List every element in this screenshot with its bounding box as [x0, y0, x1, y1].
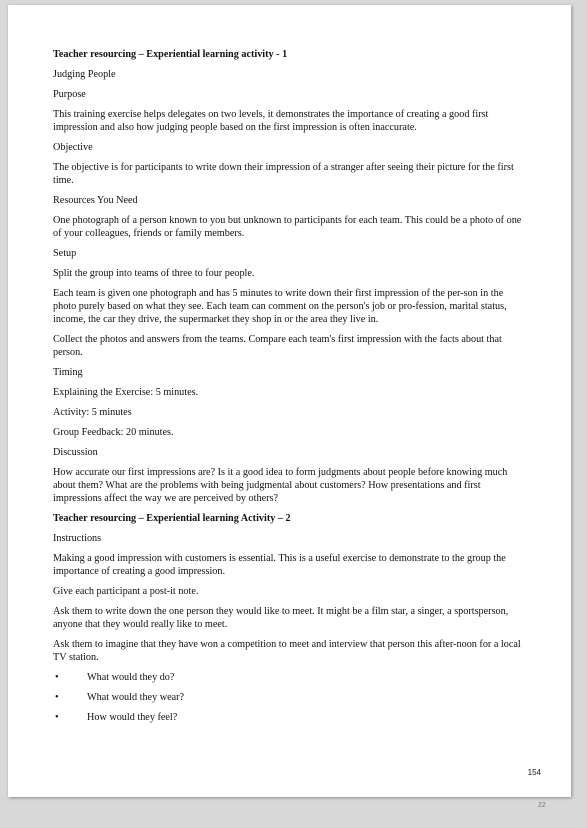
body-paragraph: Instructions — [53, 533, 102, 544]
body-paragraph: Judging People — [53, 69, 116, 80]
corner-page-mark: 22 — [538, 802, 546, 809]
page-content — [53, 48, 523, 731]
bullet-mark: • — [55, 712, 59, 723]
body-paragraph: This training exercise helps delegates on two levels, it demonstrates the importance of creating a good first impression and also how judging people based on the first impression is often inaccurate. — [53, 109, 489, 133]
body-paragraph: Each team is given one photograph and has 5 minutes to write down their first impression of the per-son in the photo purely based on what they see. Each team can comment on the person's job or pro-fession, marital status, income, the car they drive, the supermarket they shop in or the area they live in. — [53, 288, 507, 325]
body-paragraph: Discussion — [53, 447, 98, 458]
body-paragraph: The objective is for participants to write down their impression of a stranger after seeing their picture for the first time. — [53, 162, 514, 186]
bullet-text: What would they wear? — [87, 692, 185, 703]
body-paragraph: Objective — [53, 142, 93, 153]
body-paragraph: Collect the photos and answers from the teams. Compare each team's first impression with the facts about that person. — [53, 334, 502, 358]
body-paragraph: Ask them to write down the one person they would like to meet. It might be a film star, a singer, a sportsperson, anyone that they would really like to meet. — [53, 606, 509, 630]
body-paragraph: Split the group into teams of three to four people. — [53, 268, 255, 279]
section-heading: Teacher resourcing – Experiential learning Activity – 2 — [53, 513, 291, 524]
body-paragraph: Setup — [53, 248, 77, 259]
bullet-text: What would they do? — [87, 672, 175, 683]
bullet-mark: • — [55, 692, 59, 703]
bullet-item — [53, 711, 523, 724]
body-paragraph: Explaining the Exercise: 5 minutes. — [53, 387, 199, 398]
body-paragraph: Activity: 5 minutes — [53, 407, 132, 418]
bullet-text: How would they feel? — [87, 712, 178, 723]
body-paragraph: Making a good impression with customers is essential. This is a useful exercise to demonstrate to the group the importance of creating a good impression. — [53, 553, 506, 577]
section-heading: Teacher resourcing – Experiential learning activity - 1 — [53, 49, 288, 60]
body-paragraph: One photograph of a person known to you but unknown to participants for each team. This could be a photo of one of your colleagues, friends or family members. — [53, 215, 522, 239]
body-paragraph: Purpose — [53, 89, 86, 100]
body-paragraph: Timing — [53, 367, 83, 378]
bullet-mark: • — [55, 672, 59, 683]
body-paragraph: Resources You Need — [53, 195, 138, 206]
document-page — [8, 5, 571, 797]
body-paragraph: Give each participant a post-it note. — [53, 586, 199, 597]
body-paragraph: How accurate our first impressions are? Is it a good idea to form judgments about people before knowing much about them? What are the problems with being judgmental about customers? How presentations and first impressions affect the way we are perceived by others? — [53, 467, 508, 504]
bullet-item — [53, 671, 523, 684]
paragraph-container — [53, 48, 523, 664]
page-number: 154 — [527, 768, 541, 777]
question-bullet-list — [53, 671, 523, 724]
bullet-item — [53, 691, 523, 704]
body-paragraph: Group Feedback: 20 minutes. — [53, 427, 174, 438]
body-paragraph: Ask them to imagine that they have won a competition to meet and interview that person this after-noon for a local TV station. — [53, 639, 521, 663]
